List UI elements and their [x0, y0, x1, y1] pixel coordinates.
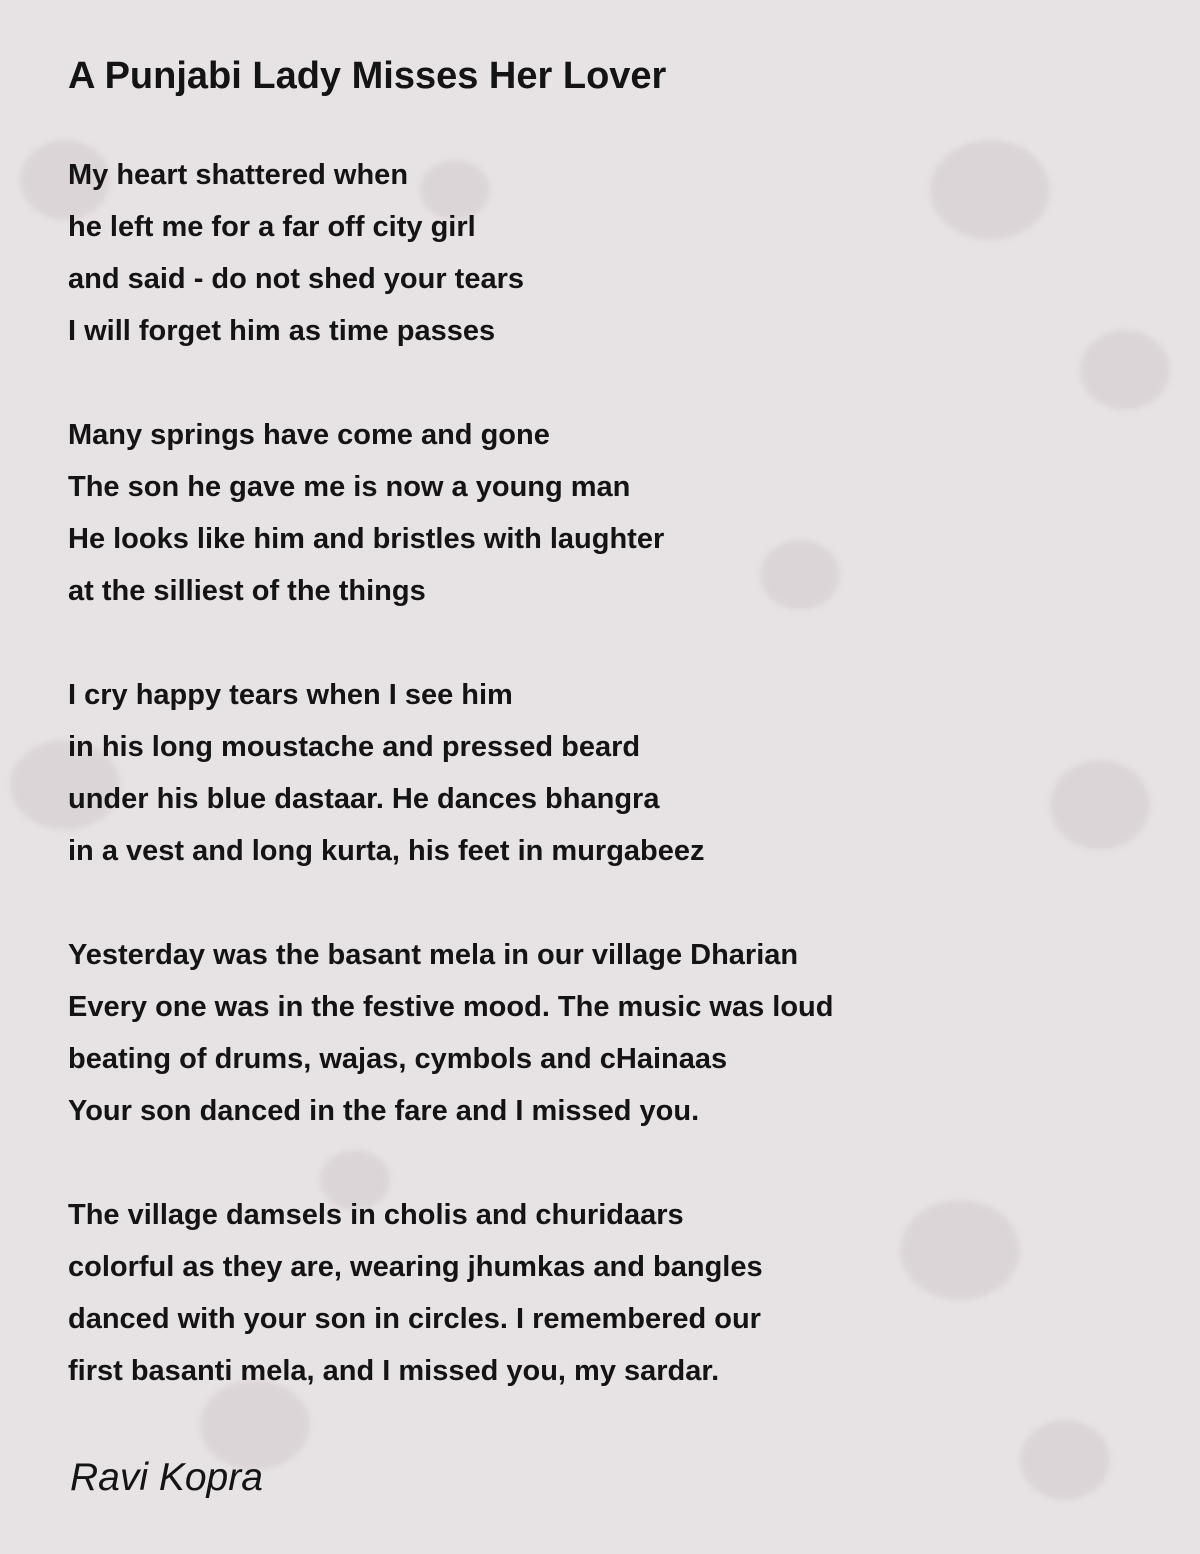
poem-line: Yesterday was the basant mela in our village Dharian — [68, 939, 799, 971]
stanza — [68, 149, 1168, 357]
poem-line: My heart shattered when — [68, 159, 409, 191]
poem-line: under his blue dastaar. He dances bhangra — [68, 783, 660, 815]
poem-line: beating of drums, wajas, cymbols and cHainaas — [68, 1043, 728, 1075]
poem-line: first basanti mela, and I missed you, my sardar. — [68, 1355, 720, 1387]
poem-title: A Punjabi Lady Misses Her Lover — [68, 55, 667, 97]
poem-body — [68, 149, 1168, 1449]
poem-line: Many springs have come and gone — [68, 419, 550, 451]
poem-line: The son he gave me is now a young man — [68, 471, 631, 503]
poem-line: He looks like him and bristles with laughter — [68, 523, 665, 555]
poem-line: at the silliest of the things — [68, 575, 426, 607]
poem-line: I will forget him as time passes — [68, 315, 496, 347]
stanza — [68, 669, 1168, 877]
poem-line: Every one was in the festive mood. The music was loud — [68, 991, 834, 1023]
poem-line: danced with your son in circles. I remembered our — [68, 1303, 761, 1335]
poem-line: I cry happy tears when I see him — [68, 679, 513, 711]
poem-line: Your son danced in the fare and I missed you. — [68, 1095, 700, 1127]
poem-line: in a vest and long kurta, his feet in murgabeez — [68, 835, 705, 867]
poem-line: and said - do not shed your tears — [68, 263, 525, 295]
stanza — [68, 409, 1168, 617]
poem-line: he left me for a far off city girl — [68, 211, 476, 243]
poem-author: Ravi Kopra — [70, 1456, 263, 1499]
poem-line: colorful as they are, wearing jhumkas and bangles — [68, 1251, 763, 1283]
poem-line: in his long moustache and pressed beard — [68, 731, 641, 763]
stanza — [68, 929, 1168, 1137]
poem-line: The village damsels in cholis and churidaars — [68, 1199, 684, 1231]
stanza — [68, 1189, 1168, 1397]
